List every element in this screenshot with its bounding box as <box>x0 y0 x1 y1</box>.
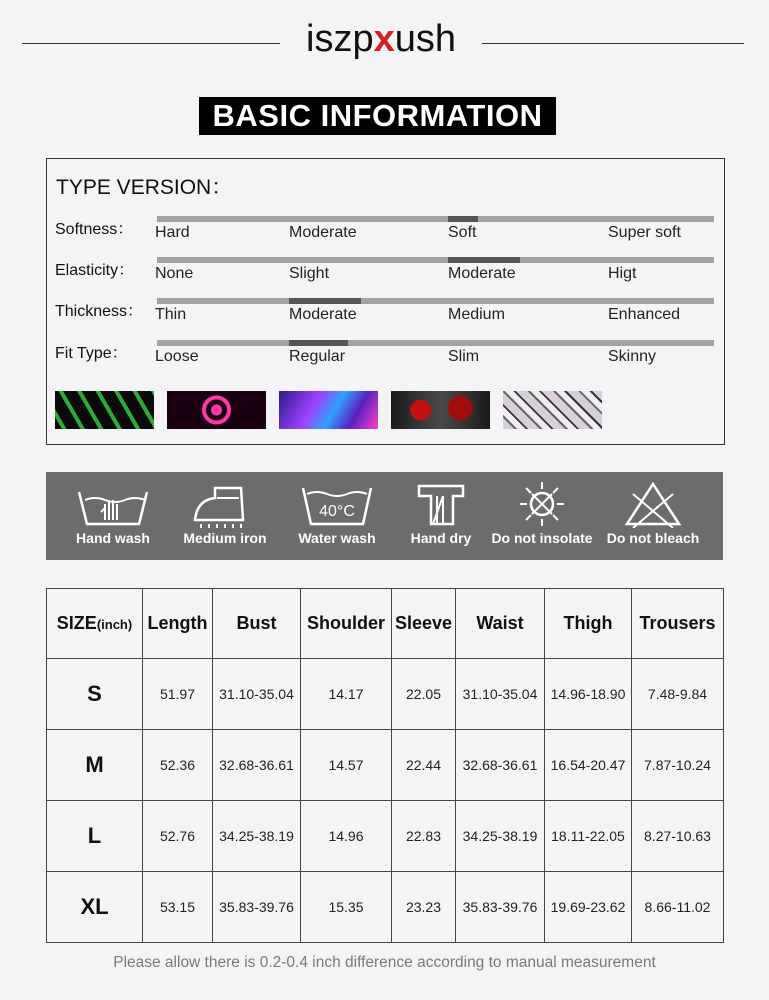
selected-indicator <box>448 216 478 222</box>
fit-type-row <box>47 340 724 380</box>
selected-indicator <box>289 298 361 304</box>
size-cell: XL <box>47 872 143 943</box>
size-chart-table <box>46 588 724 943</box>
table-cell: 22.83 <box>392 801 456 872</box>
scale-option: Higt <box>608 265 637 282</box>
table-cell: 34.25-38.19 <box>213 801 301 872</box>
iron-icon <box>187 480 263 528</box>
size-cell: M <box>47 730 143 801</box>
scale-option: Enhanced <box>608 306 681 323</box>
table-cell: 51.97 <box>143 659 213 730</box>
table-cell: 7.87-10.24 <box>632 730 724 801</box>
care-item-iron <box>169 480 281 546</box>
table-cell: 15.35 <box>301 872 392 943</box>
column-header-size <box>47 589 143 659</box>
green-leaf-pattern-swatch[interactable] <box>55 391 154 429</box>
care-label: Medium iron <box>183 530 267 546</box>
header-unit: (inch) <box>96 617 133 632</box>
no-bleach-icon <box>615 480 691 528</box>
care-label: Hand wash <box>76 530 150 546</box>
column-header-sleeve: Sleeve <box>392 589 456 659</box>
hand-wash-icon <box>75 480 151 528</box>
column-header-thigh: Thigh <box>545 589 632 659</box>
header-label: SIZE <box>56 613 97 633</box>
scale-option: Moderate <box>289 306 357 323</box>
table-cell: 34.25-38.19 <box>456 801 545 872</box>
care-item-hand-dry <box>385 480 497 546</box>
brand-suffix: ush <box>394 18 456 60</box>
care-label: Do not insolate <box>491 530 593 546</box>
table-cell: 31.10-35.04 <box>213 659 301 730</box>
row-label: Softness： <box>55 221 134 238</box>
table-row <box>47 801 724 872</box>
hang-dry-icon <box>403 480 479 528</box>
table-cell: 52.36 <box>143 730 213 801</box>
column-header-waist: Waist <box>456 589 545 659</box>
elasticity-scale <box>157 257 714 263</box>
scale-option: Soft <box>448 224 477 241</box>
table-cell: 52.76 <box>143 801 213 872</box>
elasticity-row <box>47 257 724 297</box>
table-cell: 7.48-9.84 <box>632 659 724 730</box>
scale-option: Moderate <box>448 265 516 282</box>
table-cell: 14.17 <box>301 659 392 730</box>
scale-option: Slight <box>289 265 330 282</box>
table-cell: 32.68-36.61 <box>456 730 545 801</box>
row-label: Thickness： <box>55 303 144 320</box>
care-item-water-wash <box>281 480 393 546</box>
table-cell: 14.57 <box>301 730 392 801</box>
table-cell: 31.10-35.04 <box>456 659 545 730</box>
thickness-scale <box>157 298 714 304</box>
table-cell: 35.83-39.76 <box>213 872 301 943</box>
brand-mark: x <box>373 18 395 60</box>
table-header-row <box>47 589 724 659</box>
type-version-panel <box>46 158 725 445</box>
purple-psychedelic-pattern-swatch[interactable] <box>279 391 378 429</box>
table-row <box>47 872 724 943</box>
care-label: Do not bleach <box>606 530 700 546</box>
care-label: Water wash <box>298 530 376 546</box>
table-cell: 23.23 <box>392 872 456 943</box>
scale-option: Moderate <box>289 224 357 241</box>
scale-option: Loose <box>155 348 199 365</box>
scale-option: Slim <box>448 348 480 365</box>
scale-option: Regular <box>289 348 346 365</box>
size-cell: S <box>47 659 143 730</box>
table-cell: 22.44 <box>392 730 456 801</box>
sun-icon <box>504 480 580 528</box>
care-instructions-bar <box>46 472 723 560</box>
row-label: Elasticity： <box>55 262 135 279</box>
scale-option: None <box>155 265 194 282</box>
column-header-bust: Bust <box>213 589 301 659</box>
column-header-shoulder: Shoulder <box>301 589 392 659</box>
selected-indicator <box>448 257 520 263</box>
table-cell: 18.11-22.05 <box>545 801 632 872</box>
softness-scale <box>157 216 714 222</box>
measurement-footnote: Please allow there is 0.2-0.4 inch difference according to manual measurement <box>113 954 656 971</box>
table-cell: 32.68-36.61 <box>213 730 301 801</box>
table-cell: 14.96 <box>301 801 392 872</box>
care-label: Hand dry <box>410 530 472 546</box>
section-banner: BASIC INFORMATION <box>199 97 556 135</box>
size-cell: L <box>47 801 143 872</box>
column-header-length: Length <box>143 589 213 659</box>
brand-logo <box>280 18 482 61</box>
scale-option: Skinny <box>608 348 657 365</box>
fit-type-scale <box>157 340 714 346</box>
brand-prefix: iszp <box>306 18 374 60</box>
header-divider-left <box>22 43 280 44</box>
care-item-do-not-insolate <box>486 480 598 546</box>
table-cell: 8.27-10.63 <box>632 801 724 872</box>
scale-option: Thin <box>155 306 187 323</box>
selected-indicator <box>289 340 348 346</box>
red-rose-pattern-swatch[interactable] <box>391 391 490 429</box>
scale-option: Medium <box>448 306 505 323</box>
wash-temperature: 40°C <box>319 503 355 520</box>
table-cell: 22.05 <box>392 659 456 730</box>
scale-option: Super soft <box>608 224 681 241</box>
wash-tub-icon <box>299 480 375 528</box>
table-cell: 19.69-23.62 <box>545 872 632 943</box>
care-item-hand-wash <box>57 480 169 546</box>
table-cell: 35.83-39.76 <box>456 872 545 943</box>
header-divider-right <box>482 43 744 44</box>
table-row <box>47 730 724 801</box>
table-row <box>47 659 724 730</box>
table-cell: 53.15 <box>143 872 213 943</box>
care-item-do-not-bleach <box>597 480 709 546</box>
pink-neon-pattern-swatch[interactable] <box>167 391 266 429</box>
type-version-title: TYPE VERSION： <box>56 176 233 199</box>
table-cell: 8.66-11.02 <box>632 872 724 943</box>
table-cell: 14.96-18.90 <box>545 659 632 730</box>
thickness-row <box>47 298 724 338</box>
scale-option: Hard <box>155 224 190 241</box>
row-label: Fit Type： <box>55 345 128 362</box>
column-header-trousers: Trousers <box>632 589 724 659</box>
table-cell: 16.54-20.47 <box>545 730 632 801</box>
grey-sketch-pattern-swatch[interactable] <box>503 391 602 429</box>
softness-row <box>47 216 724 256</box>
